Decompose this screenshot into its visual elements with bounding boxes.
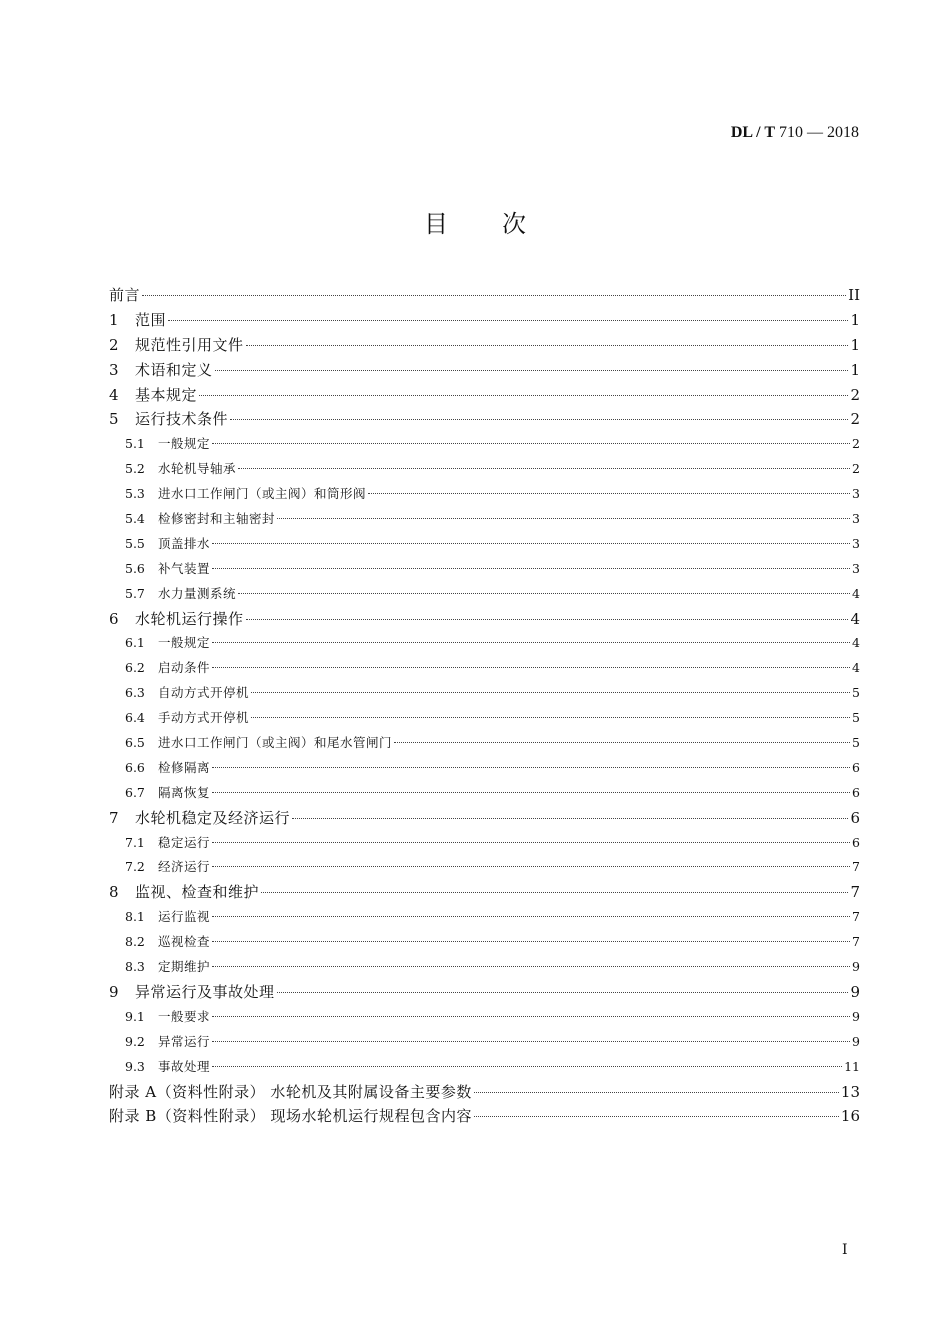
toc-dot-leader — [474, 1116, 839, 1117]
toc-entry-number: 6.6 — [125, 759, 145, 775]
toc-entry-page: 5 — [852, 685, 860, 701]
toc-entry-page: 4 — [852, 585, 860, 601]
toc-entry-page: 4 — [852, 635, 860, 651]
toc-dot-leader — [142, 295, 846, 296]
toc-entry-number: 8.1 — [125, 909, 145, 925]
toc-entry-number: 8.3 — [125, 959, 145, 975]
toc-dot-leader — [246, 619, 849, 620]
toc-entry-label: 附录 B（资料性附录） 现场水轮机运行规程包含内容 — [109, 1107, 473, 1126]
toc-entry-page: 7 — [852, 934, 860, 950]
toc-entry-number: 7.1 — [125, 834, 145, 850]
toc-entry[interactable] — [109, 980, 860, 1005]
toc-entry-page: 7 — [852, 859, 860, 875]
toc-entry[interactable] — [109, 507, 860, 532]
toc-dot-leader — [261, 892, 848, 893]
toc-dot-leader — [212, 866, 850, 867]
toc-entry[interactable] — [109, 631, 860, 656]
toc-entry-number: 7.2 — [125, 859, 145, 875]
toc-entry-label: 范围 — [135, 310, 167, 329]
table-of-contents — [109, 283, 860, 1129]
toc-entry[interactable] — [109, 731, 860, 756]
toc-entry[interactable] — [109, 383, 860, 408]
toc-dot-leader — [212, 543, 850, 544]
toc-entry-label: 检修隔离 — [158, 759, 211, 775]
toc-entry[interactable] — [109, 1005, 860, 1030]
toc-entry-label: 经济运行 — [158, 859, 211, 875]
toc-entry-label: 水轮机稳定及经济运行 — [135, 808, 291, 827]
toc-entry-page: 4 — [852, 660, 860, 676]
toc-dot-leader — [251, 692, 850, 693]
toc-entry[interactable] — [109, 283, 860, 308]
toc-entry-label: 顶盖排水 — [158, 535, 211, 551]
toc-entry[interactable] — [109, 557, 860, 582]
toc-entry[interactable] — [109, 308, 860, 333]
toc-entry-number: 5.2 — [125, 461, 145, 477]
toc-entry-number: 5.5 — [125, 535, 145, 551]
toc-entry-page: 6 — [852, 834, 860, 850]
toc-entry[interactable] — [109, 955, 860, 980]
toc-entry-page: 9 — [852, 1008, 860, 1024]
toc-entry-page: 1 — [850, 360, 860, 379]
toc-dot-leader — [168, 320, 848, 321]
toc-entry[interactable] — [109, 607, 860, 632]
toc-entry[interactable] — [109, 880, 860, 905]
toc-entry-page: 5 — [852, 735, 860, 751]
toc-entry-label: 异常运行 — [158, 1033, 211, 1049]
toc-entry-number: 9 — [109, 982, 119, 1001]
toc-entry-page: 1 — [850, 310, 860, 329]
toc-entry-label: 补气装置 — [158, 560, 211, 576]
toc-entry[interactable] — [109, 358, 860, 383]
toc-entry[interactable] — [109, 532, 860, 557]
toc-entry-label: 术语和定义 — [135, 360, 213, 379]
toc-dot-leader — [215, 370, 849, 371]
toc-dot-leader — [277, 992, 849, 993]
toc-dot-leader — [394, 742, 850, 743]
toc-dot-leader — [277, 518, 850, 519]
toc-entry-page: 6 — [852, 784, 860, 800]
toc-entry[interactable] — [109, 457, 860, 482]
toc-entry-number: 5.3 — [125, 486, 145, 502]
toc-entry-page: 7 — [850, 883, 860, 902]
toc-entry-page: 2 — [850, 410, 860, 429]
toc-entry-label: 定期维护 — [158, 959, 211, 975]
toc-entry-label: 进水口工作闸门（或主阀）和尾水管闸门 — [158, 735, 393, 751]
toc-entry[interactable] — [109, 706, 860, 731]
toc-entry-page: II — [848, 286, 860, 304]
toc-entry-page: 16 — [840, 1107, 860, 1126]
toc-dot-leader — [292, 818, 848, 819]
toc-entry[interactable] — [109, 855, 860, 880]
toc-entry-page: 3 — [852, 486, 860, 502]
toc-entry-page: 3 — [852, 560, 860, 576]
toc-dot-leader — [238, 593, 850, 594]
toc-entry-label: 一般要求 — [158, 1008, 211, 1024]
toc-dot-leader — [230, 419, 848, 420]
toc-entry-page: 9 — [852, 959, 860, 975]
toc-entry-page: 4 — [850, 609, 860, 628]
toc-entry-number: 9.3 — [125, 1058, 145, 1074]
toc-entry-page: 2 — [852, 436, 860, 452]
toc-entry-number: 5.1 — [125, 436, 145, 452]
toc-entry-label: 巡视检查 — [158, 934, 211, 950]
toc-entry-number: 9.1 — [125, 1008, 145, 1024]
toc-entry-number: 3 — [109, 360, 119, 379]
toc-entry-number: 6.5 — [125, 735, 145, 751]
toc-entry-label: 附录 A（资料性附录） 水轮机及其附属设备主要参数 — [109, 1082, 472, 1101]
toc-dot-leader — [212, 792, 850, 793]
toc-entry-number: 6.1 — [125, 635, 145, 651]
toc-dot-leader — [212, 443, 850, 444]
toc-dot-leader — [212, 568, 850, 569]
toc-entry[interactable] — [109, 333, 860, 358]
toc-entry-page: 5 — [852, 710, 860, 726]
toc-entry-label: 前言 — [109, 286, 141, 304]
standard-code-number: 710 — 2018 — [775, 124, 859, 141]
toc-entry-number: 6.2 — [125, 660, 145, 676]
toc-entry-label: 运行技术条件 — [135, 410, 229, 429]
toc-entry[interactable] — [109, 482, 860, 507]
toc-entry[interactable] — [109, 831, 860, 856]
toc-dot-leader — [212, 1016, 850, 1017]
standard-code-header — [731, 124, 859, 142]
toc-dot-leader — [212, 842, 850, 843]
toc-entry-label: 事故处理 — [158, 1058, 211, 1074]
toc-dot-leader — [212, 941, 850, 942]
toc-entry-number: 5.7 — [125, 585, 145, 601]
toc-entry-number: 9.2 — [125, 1033, 145, 1049]
toc-entry[interactable] — [109, 407, 860, 432]
toc-entry[interactable] — [109, 1030, 860, 1055]
toc-entry-page: 2 — [850, 385, 860, 404]
toc-entry-page: 9 — [850, 982, 860, 1001]
toc-entry[interactable] — [109, 432, 860, 457]
toc-entry-page: 3 — [852, 535, 860, 551]
toc-entry-label: 监视、检查和维护 — [135, 883, 260, 902]
toc-dot-leader — [238, 468, 850, 469]
toc-entry-number: 5.4 — [125, 511, 145, 527]
toc-entry[interactable] — [109, 1080, 860, 1105]
toc-entry-label: 自动方式开停机 — [158, 685, 250, 701]
toc-entry-label: 异常运行及事故处理 — [135, 982, 275, 1001]
toc-entry-label: 基本规定 — [135, 385, 198, 404]
toc-entry-page: 6 — [852, 759, 860, 775]
toc-dot-leader — [212, 1041, 850, 1042]
page-number: I — [842, 1242, 848, 1258]
toc-entry-label: 启动条件 — [158, 660, 211, 676]
toc-dot-leader — [212, 767, 850, 768]
toc-entry-label: 水轮机导轴承 — [158, 461, 237, 477]
toc-entry[interactable] — [109, 781, 860, 806]
toc-entry-number: 5 — [109, 410, 119, 429]
toc-entry[interactable] — [109, 756, 860, 781]
toc-entry-label: 一般规定 — [158, 635, 211, 651]
toc-entry[interactable] — [109, 656, 860, 681]
title-char-1: 目 — [424, 210, 448, 238]
toc-entry-number: 2 — [109, 335, 119, 354]
toc-dot-leader — [212, 1066, 842, 1067]
standard-code-prefix: DL / T — [730, 124, 775, 141]
toc-entry-page: 3 — [852, 511, 860, 527]
toc-entry-number: 4 — [109, 385, 119, 404]
toc-entry[interactable] — [109, 582, 860, 607]
toc-entry-label: 规范性引用文件 — [135, 335, 244, 354]
toc-dot-leader — [212, 916, 850, 917]
toc-entry[interactable] — [109, 1104, 860, 1129]
toc-entry[interactable] — [109, 1055, 860, 1080]
toc-entry[interactable] — [109, 905, 860, 930]
toc-entry-label: 水轮机运行操作 — [135, 609, 244, 628]
toc-entry-label: 水力量测系统 — [158, 585, 237, 601]
toc-dot-leader — [212, 966, 850, 967]
toc-entry-number: 5.6 — [125, 560, 145, 576]
toc-entry-label: 一般规定 — [158, 436, 211, 452]
toc-entry[interactable] — [109, 930, 860, 955]
toc-entry-label: 运行监视 — [158, 909, 211, 925]
toc-entry-label: 进水口工作闸门（或主阀）和筒形阀 — [158, 486, 367, 502]
toc-entry-number: 7 — [109, 808, 119, 827]
toc-entry-number: 1 — [109, 310, 119, 329]
toc-entry-label: 隔离恢复 — [158, 784, 211, 800]
toc-entry-number: 6.7 — [125, 784, 145, 800]
toc-entry-label: 手动方式开停机 — [158, 710, 250, 726]
toc-entry-page: 2 — [852, 461, 860, 477]
toc-entry-number: 6.3 — [125, 685, 145, 701]
title-char-2: 次 — [502, 210, 526, 238]
toc-entry-label: 稳定运行 — [158, 834, 211, 850]
toc-entry-number: 6.4 — [125, 710, 145, 726]
toc-dot-leader — [251, 717, 850, 718]
toc-entry[interactable] — [109, 806, 860, 831]
page-title — [0, 204, 950, 239]
toc-entry-number: 6 — [109, 609, 119, 628]
toc-entry-page: 9 — [852, 1033, 860, 1049]
toc-entry-page: 1 — [850, 335, 860, 354]
toc-dot-leader — [212, 642, 850, 643]
toc-dot-leader — [212, 667, 850, 668]
toc-entry-page: 11 — [844, 1058, 860, 1074]
toc-entry-number: 8.2 — [125, 934, 145, 950]
toc-dot-leader — [474, 1092, 839, 1093]
toc-entry-page: 7 — [852, 909, 860, 925]
toc-entry-number: 8 — [109, 883, 119, 902]
toc-dot-leader — [246, 345, 849, 346]
toc-dot-leader — [368, 493, 850, 494]
toc-entry-label: 检修密封和主轴密封 — [158, 511, 276, 527]
toc-entry-page: 6 — [850, 808, 860, 827]
toc-entry[interactable] — [109, 681, 860, 706]
toc-entry-page: 13 — [840, 1082, 860, 1101]
toc-dot-leader — [199, 395, 848, 396]
